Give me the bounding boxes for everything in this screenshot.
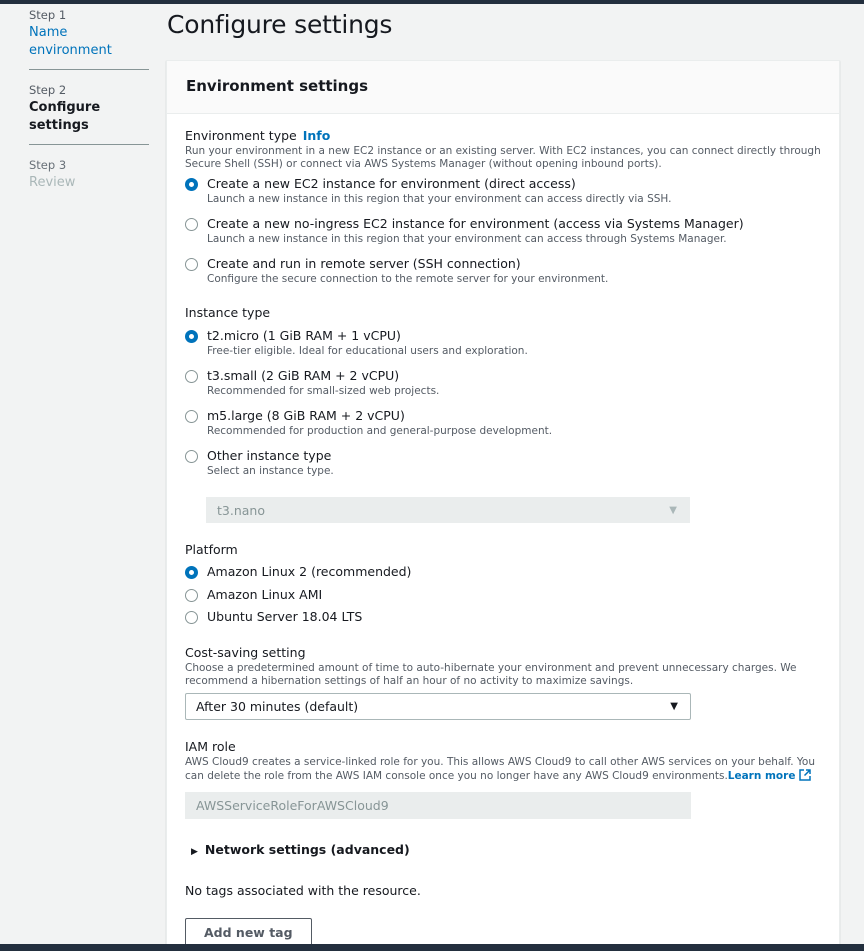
network-settings-label: Network settings (advanced) bbox=[204, 842, 410, 857]
learn-more-link[interactable]: Learn more bbox=[727, 770, 796, 782]
cost-saving-select[interactable] bbox=[185, 693, 691, 720]
env-type-option-desc: Launch a new instance in this region that your environment can access through Systems Manager. bbox=[207, 233, 727, 245]
info-link[interactable]: Info bbox=[302, 128, 331, 143]
platform-radio-amazon-linux-2[interactable] bbox=[185, 566, 198, 579]
platform-label: Platform bbox=[185, 542, 238, 557]
environment-type-description: Run your environment in a new EC2 instance or an existing server. With EC2 instances, you can connect directly through Secure Shell (SSH) or connect via AWS Systems Manager (without opening inbound ports). bbox=[185, 145, 821, 170]
step-link-name-environment[interactable]: Name environment bbox=[29, 25, 112, 58]
iam-role-description-text: AWS Cloud9 creates a service-linked role for you. This allows AWS Cloud9 to call other AWS services on your behalf. You can delete the role from the AWS IAM console once you no longer have any AWS Cloud9 environments. bbox=[185, 756, 816, 782]
instance-type-label: Instance type bbox=[185, 305, 271, 320]
other-instance-type-select bbox=[206, 497, 690, 523]
env-type-radio-direct[interactable] bbox=[185, 178, 198, 191]
step-number: Step 2 bbox=[29, 83, 67, 97]
environment-type-label bbox=[185, 128, 330, 143]
env-type-option-desc: Launch a new instance in this region that your environment can access directly via SSH. bbox=[207, 193, 672, 205]
instance-radio-other[interactable] bbox=[185, 450, 198, 463]
instance-radio-t3-small[interactable] bbox=[185, 370, 198, 383]
step-review: Review bbox=[29, 175, 76, 190]
step-3 bbox=[29, 157, 149, 192]
instance-option-desc: Recommended for production and general-purpose development. bbox=[207, 425, 553, 437]
step-divider bbox=[29, 69, 149, 70]
section-title: Environment settings bbox=[186, 77, 369, 95]
cost-saving-label: Cost-saving setting bbox=[185, 645, 306, 660]
page-title: Configure settings bbox=[167, 10, 393, 39]
platform-radio-amazon-linux-ami[interactable] bbox=[185, 589, 198, 602]
env-type-option-label: Create a new no-ingress EC2 instance for environment (access via Systems Manager) bbox=[207, 216, 744, 231]
add-new-tag-button[interactable]: Add new tag bbox=[185, 918, 312, 947]
caret-down-icon: ▼ bbox=[670, 701, 678, 712]
caret-down-icon: ▼ bbox=[669, 505, 677, 516]
wizard-steps bbox=[29, 7, 149, 192]
network-settings-expander[interactable] bbox=[191, 842, 410, 857]
instance-radio-m5-large[interactable] bbox=[185, 410, 198, 423]
select-value: t3.nano bbox=[217, 503, 265, 518]
step-number: Step 3 bbox=[29, 158, 67, 172]
platform-option-label: Ubuntu Server 18.04 LTS bbox=[207, 609, 363, 624]
environment-type-label-text: Environment type bbox=[185, 128, 297, 143]
select-value: After 30 minutes (default) bbox=[196, 699, 359, 714]
instance-radio-t2-micro[interactable] bbox=[185, 330, 198, 343]
iam-role-input: AWSServiceRoleForAWSCloud9 bbox=[185, 792, 691, 819]
instance-option-label: Other instance type bbox=[207, 448, 332, 463]
tags-empty-text: No tags associated with the resource. bbox=[185, 883, 421, 898]
caret-right-icon: ▶ bbox=[191, 847, 198, 857]
step-current-configure-settings: Configure settings bbox=[29, 100, 101, 133]
platform-option-label: Amazon Linux AMI bbox=[207, 587, 323, 602]
env-type-option-label: Create a new EC2 instance for environment (direct access) bbox=[207, 176, 576, 191]
instance-option-desc: Free-tier eligible. Ideal for educational users and exploration. bbox=[207, 345, 528, 357]
top-bar bbox=[0, 0, 864, 4]
instance-option-desc: Select an instance type. bbox=[207, 465, 334, 477]
platform-radio-ubuntu[interactable] bbox=[185, 611, 198, 624]
instance-option-label: m5.large (8 GiB RAM + 2 vCPU) bbox=[207, 408, 405, 423]
iam-role-label: IAM role bbox=[185, 739, 236, 754]
cost-saving-description: Choose a predetermined amount of time to auto-hibernate your environment and prevent unnecessary charges. We recommend a hibernation settings of half an hour of no activity to maximize savings. bbox=[185, 662, 797, 687]
env-type-radio-remote-ssh[interactable] bbox=[185, 258, 198, 271]
env-type-option-label: Create and run in remote server (SSH connection) bbox=[207, 256, 521, 271]
instance-option-label: t2.micro (1 GiB RAM + 1 vCPU) bbox=[207, 328, 401, 343]
step-1 bbox=[29, 7, 149, 60]
step-number: Step 1 bbox=[29, 8, 67, 22]
panel-header bbox=[167, 61, 839, 114]
environment-settings-panel bbox=[166, 60, 840, 951]
env-type-option-desc: Configure the secure connection to the remote server for your environment. bbox=[207, 273, 609, 285]
platform-option-label: Amazon Linux 2 (recommended) bbox=[207, 564, 412, 579]
step-divider bbox=[29, 144, 149, 145]
step-2 bbox=[29, 82, 149, 135]
instance-option-desc: Recommended for small-sized web projects. bbox=[207, 385, 440, 397]
iam-role-description bbox=[185, 756, 815, 783]
instance-option-label: t3.small (2 GiB RAM + 2 vCPU) bbox=[207, 368, 400, 383]
env-type-radio-no-ingress[interactable] bbox=[185, 218, 198, 231]
external-link-icon bbox=[799, 769, 811, 781]
bottom-bar bbox=[0, 944, 864, 951]
